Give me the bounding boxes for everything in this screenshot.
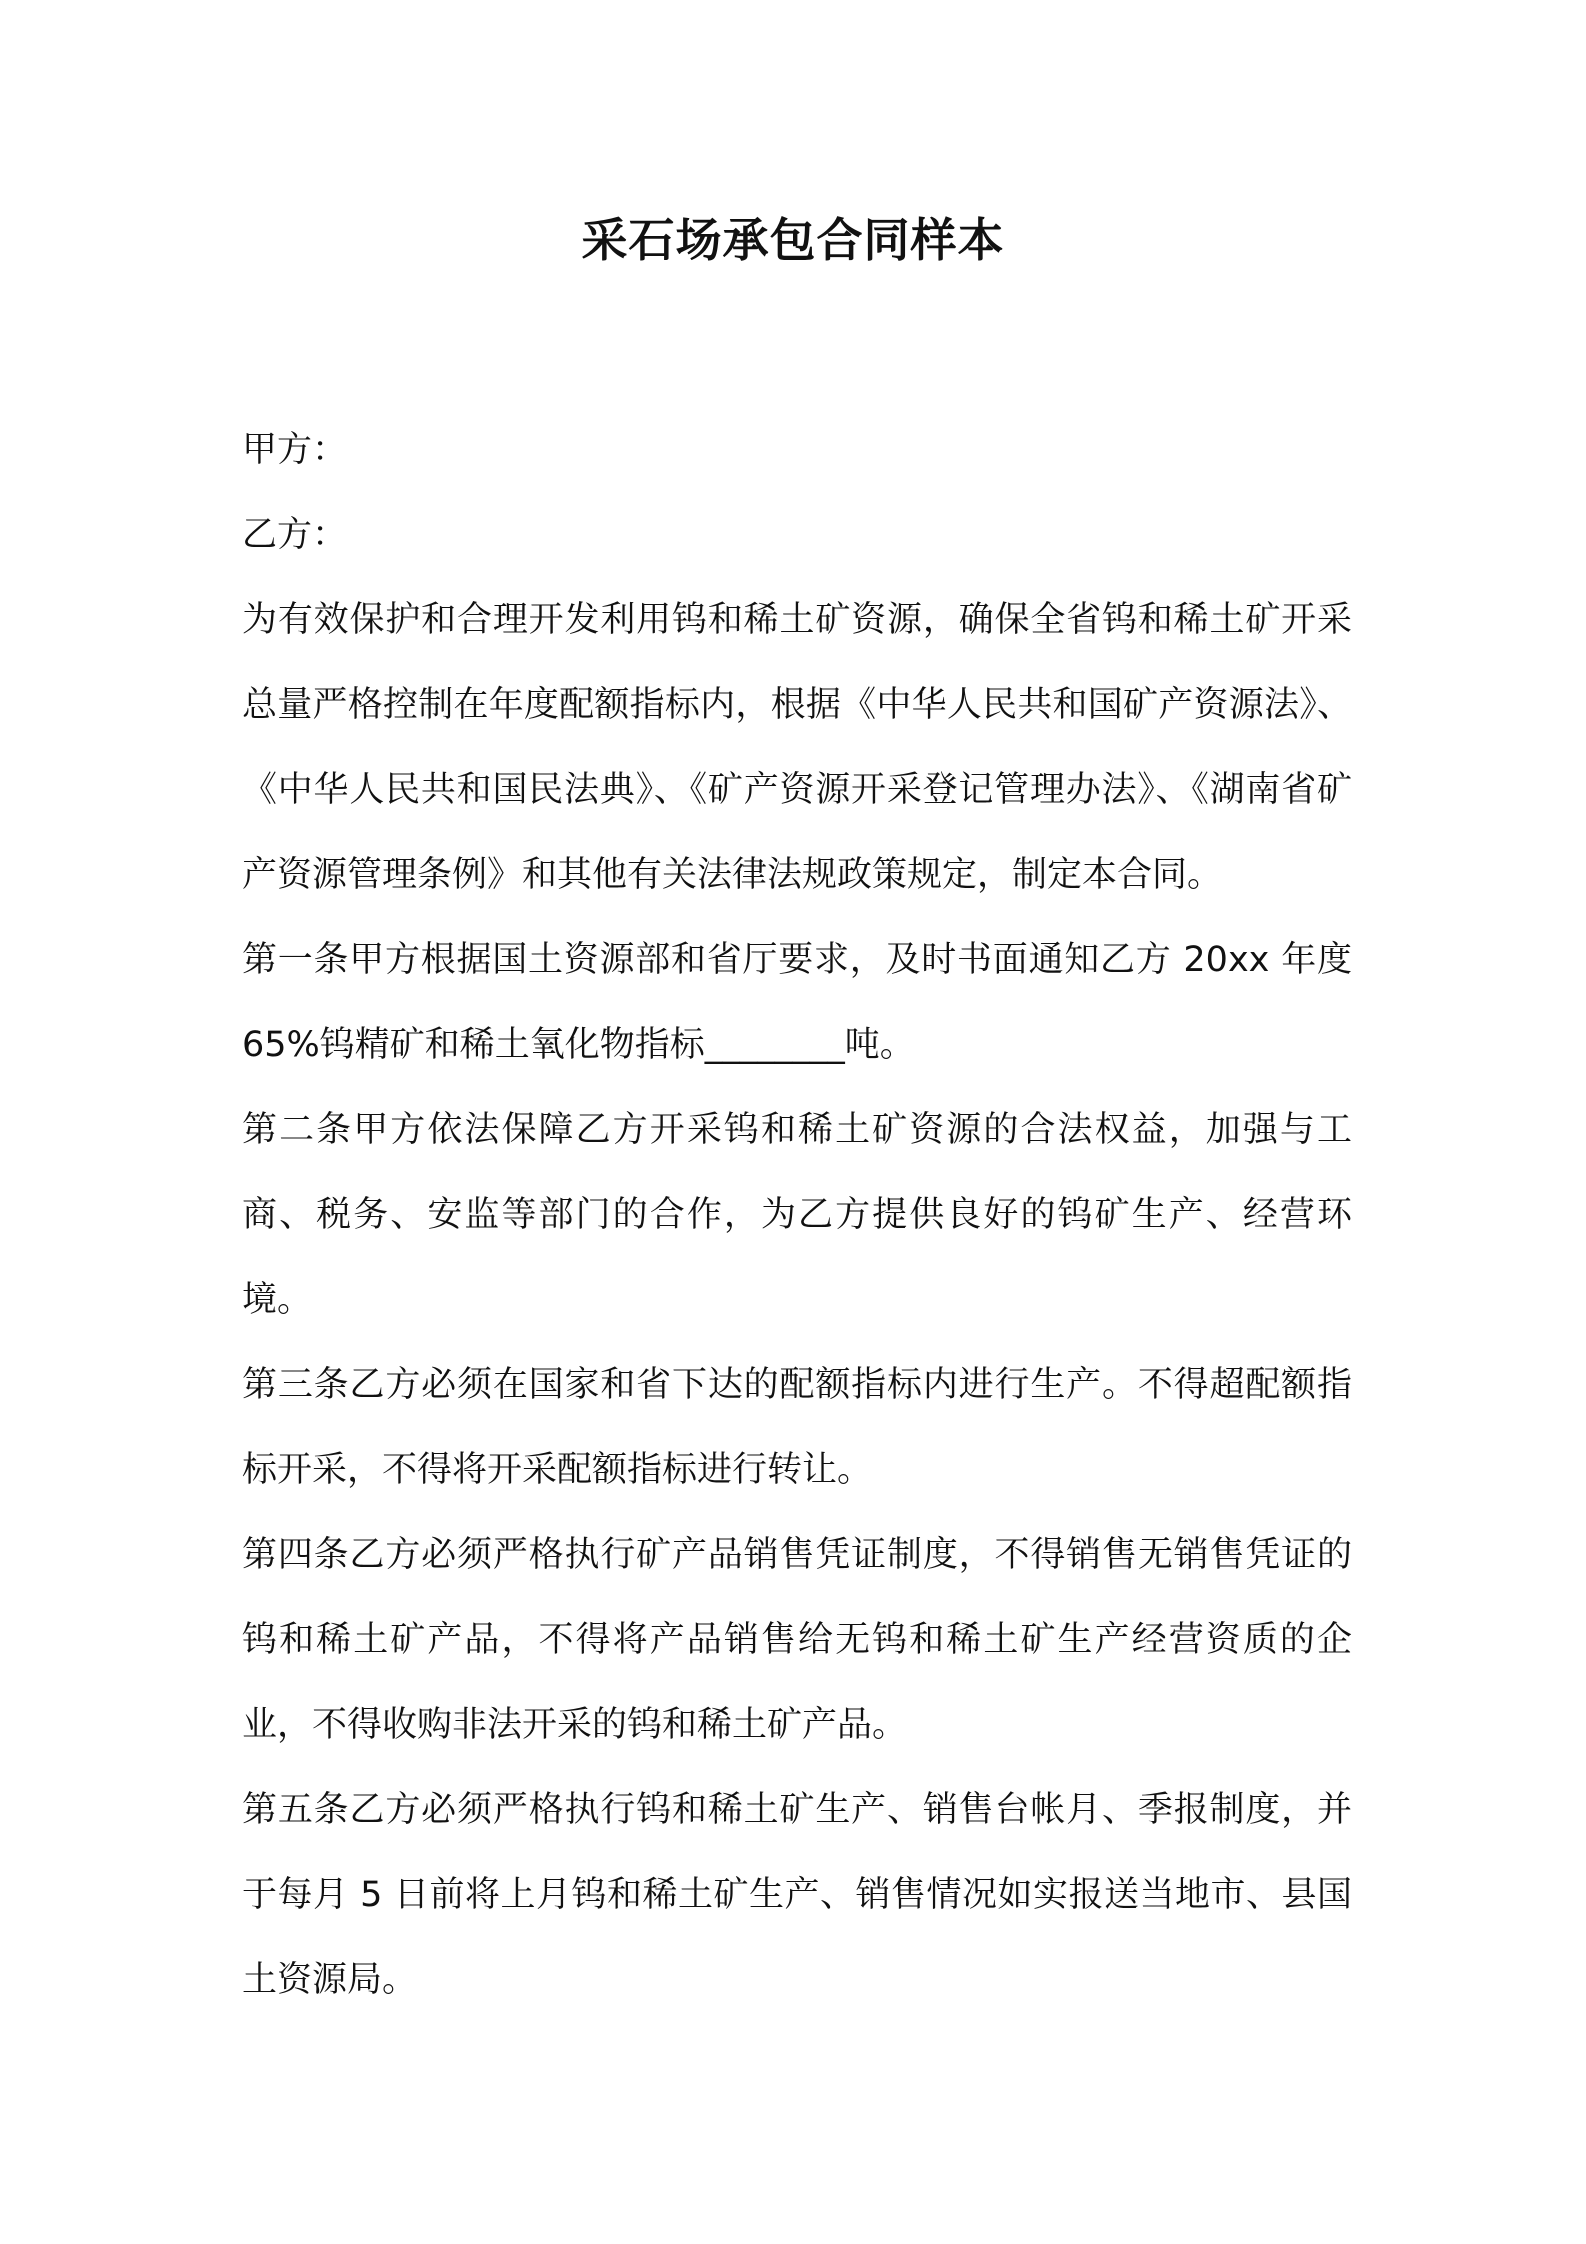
- document-body: [242, 408, 1352, 2023]
- document-title: 采石场承包合同样本: [581, 213, 1005, 267]
- preamble-paragraph: 为有效保护和合理开发利用钨和稀土矿资源，确保全省钨和稀土矿开采总量严格控制在年度配额指标内，根据《中华人民共和国矿产资源法》、《中华人民共和国民法典》、《矿产资源开采登记管理办法》、《湖南省矿产资源管理条例》和其他有关法律法规政策规定，制定本合同。: [242, 600, 1352, 895]
- article-3-paragraph: 第三条乙方必须在国家和省下达的配额指标内进行生产。不得超配额指标开采，不得将开采配额指标进行转让。: [242, 1365, 1352, 1490]
- party-b-line: 乙方：: [242, 515, 348, 555]
- article-2-paragraph: 第二条甲方依法保障乙方开采钨和稀土矿资源的合法权益，加强与工商、税务、安监等部门的合作，为乙方提供良好的钨矿生产、经营环境。: [242, 1110, 1352, 1320]
- article-4-paragraph: 第四条乙方必须严格执行矿产品销售凭证制度，不得销售无销售凭证的钨和稀土矿产品，不得将产品销售给无钨和稀土矿生产经营资质的企业，不得收购非法开采的钨和稀土矿产品。: [242, 1535, 1352, 1745]
- article-5-paragraph: 第五条乙方必须严格执行钨和稀土矿生产、销售台帐月、季报制度，并于每月 5 日前将上月钨和稀土矿生产、销售情况如实报送当地市、县国土资源局。: [242, 1790, 1352, 2000]
- article-1-paragraph: 第一条甲方根据国土资源部和省厅要求，及时书面通知乙方 20xx 年度 65%钨精矿和稀土氧化物指标________吨。: [242, 940, 1352, 1065]
- party-a-line: 甲方：: [242, 430, 348, 470]
